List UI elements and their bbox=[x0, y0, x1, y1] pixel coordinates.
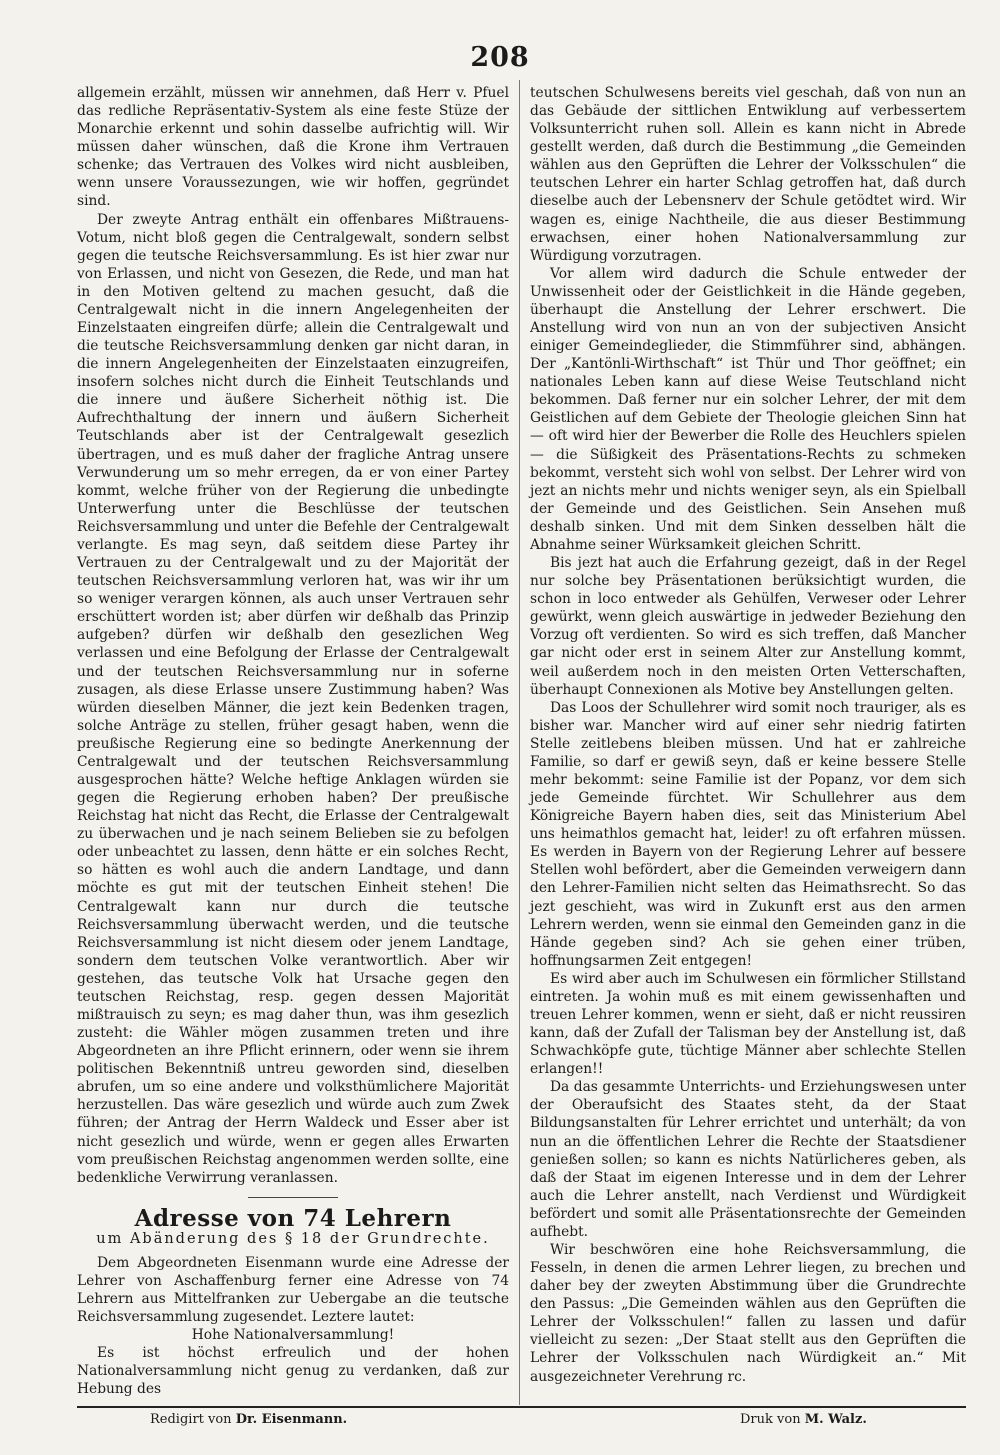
right-paragraph-7: Wir beschwören eine hohe Reichsversammlung, die Fesseln, in denen die armen Lehrer liegen, zu brechen und daher bey der zweyten Abstimmung über die Grundrechte den Passus: „Die Gemeinden wählen aus den Geprüften die Lehrer der Volksschulen!“ fallen zu lassen und dafür vielleicht zu sezen: „Der Staat stellt aus den Geprüften die Lehrer der Volksschulen nach Würdigkeit an.“ Mit ausgezeichneter Verehrung rc. bbox=[530, 1242, 966, 1385]
right-paragraph-1: teutschen Schulwesens bereits viel geschah, daß von nun an das Gebäude der sittlichen Entwiklung auf verbessertem Volksunterricht ruhen soll. Allein es kann nicht in Abrede gestellt werden, daß durch die Bestimmung „die Gemeinden wählen aus den Geprüften die Lehrer der Volksschulen“ die teutschen Lehrer ein harter Schlag getroffen hat, daß durch dieselbe auch der Lebensnerv der Schule getödtet wird. Wir wagen es, einige Nachtheile, die aus dieser Bestimmung erwachsen, einer hohen Nationalversammlung zur Würdigung vorzutragen. bbox=[530, 85, 966, 264]
right-paragraph-5: Es wird aber auch im Schulwesen ein förmlicher Stillstand eintreten. Ja wohin muß es mit einem gewissenhaften und treuen Lehrer kommen, wenn er sieht, daß er nicht reussiren kann, daß der Zufall der Talisman bey der Anstellung ist, daß Schwachköpfe gute, tüchtige Männer aber schlechte Stellen erlangen!! bbox=[530, 970, 966, 1078]
left-column bbox=[77, 84, 509, 1399]
column-divider bbox=[519, 80, 520, 1405]
printer-name: M. Walz. bbox=[804, 1412, 867, 1427]
right-column bbox=[530, 84, 966, 1386]
printer-credit bbox=[740, 1412, 867, 1427]
left-paragraph-2: Der zweyte Antrag enthält ein offenbares Mißtrauens-Votum, nicht bloß gegen die Centralgewalt, sondern selbst gegen die teutsche Reichsversammlung. Es ist hier zwar nur von Erlassen, und nicht von Gesezen, die Rede, und man hat in den Motiven geltend zu machen gesucht, daß die Centralgewalt nicht in die innern Angelegenheiten der Einzelstaaten eingreifen dürfe; allein die Centralgewalt und die teutsche Reichsversammlung denken gar nicht daran, in die innern Angelegenheiten der Einzelstaaten einzugreifen, insofern solches nicht durch die Einheit Teutschlands und die innere und äußere Sicherheit nöthig ist. Die Aufrechthaltung der innern und äußern Sicherheit Teutschlands aber ist der Centralgewalt gesezlich übertragen, und es muß daher der fragliche Antrag unsere Verwunderung um so mehr erregen, da er von einer Partey kommt, welche früher von der Regierung die unbedingte Unterwerfung unter die Beschlüsse der teutschen Reichsversammlung und unter die Befehle der Centralgewalt verlangte. Es mag seyn, daß seitdem diese Partey ihr Vertrauen zu der Centralgewalt und zu der Majorität der teutschen Reichsversammlung verloren hat, was wir ihr um so weniger verargen können, als auch unser Vertrauen sehr erschüttert worden ist; aber dürfen wir deßhalb das Prinzip aufgeben? dürfen wir deßhalb den gesezlichen Weg verlassen und eine Befolgung der Erlasse der Centralgewalt und der teutschen Reichsversammlung nur in soferne zusagen, als diese Erlasse unsere Zustimmung haben? Was würden dieselben Männer, die jezt kein Bedenken tragen, solche Anträge zu stellen, früher gesagt haben, wenn die preußische Regierung eine so bedingte Anerkennung der Centralgewalt und der teutschen Reichsversammlung ausgesprochen hätte? Welche heftige Anklagen würden sie gegen die Regierung erhoben haben? Der preußische Reichstag hat nicht das Recht, die Erlasse der Centralgewalt zu überwachen und je nach seinem Belieben sie zu befolgen oder unbeachtet zu lassen, denn hätte er ein solches Recht, so hätten es wohl auch die andern Landtage, und dann möchte es gut mit der teutschen Einheit stehen! Die Centralgewalt kann nur durch die teutsche Reichsversammlung überwacht werden, und die teutsche Reichsversammlung ist nicht diesem oder jenem Landtage, sondern dem teutschen Volke verantwortlich. Aber wir gestehen, das teutsche Volk hat Ursache gegen den teutschen Reichstag, resp. gegen dessen Majorität mißtrauisch zu seyn; es mag daher thun, was ihm gesezlich zusteht: die Wähler mögen zusammen treten und ihre Abgeordneten an ihre Pflicht erinnern, oder wenn sie ihrem politischen Bekenntniß untreu geworden sind, dieselben abrufen, um so eine andere und volksthümlichere Majorität herzustellen. Das wäre gesezlich und würde auch zum Zwek führen; der Antrag der Herrn Waldeck und Esser aber ist nicht gesezlich und würde, wenn er gegen alles Erwarten vom preußischen Reichstag angenommen werden sollte, eine bedenkliche Verwirrung veranlassen. bbox=[77, 211, 509, 1186]
right-paragraph-4: Das Loos der Schullehrer wird somit noch trauriger, als es bisher war. Mancher wird auf einer sehr niedrig fatirten Stelle zeitlebens bleiben müssen. Und hat er zahlreiche Familie, so darf er gewiß seyn, daß er keine bessere Stelle mehr bekommt: seine Familie ist der Popanz, vor dem sich jede Gemeinde fürchtet. Wir Schullehrer aus dem Königreiche Bayern haben dies, seit das Ministerium Abel uns heimathlos gemacht hat, leider! zu oft erfahren müssen. Es werden in Bayern von der Regierung Lehrer auf bessere Stellen wohl befördert, aber die Gemeinden verweigern dann den Lehrer-Familien nicht selten das Heimathsrecht. So das jezt geschieht, was wird in Zukunft erst aus den armen Lehrern werden, wenn sie einmal den Gemeinden ganz in die Hände gegeben sind? Ach sie gehen einer trüben, hoffnungsarmen Zeit entgegen! bbox=[530, 699, 966, 969]
salutation: Hohe Nationalversammlung! bbox=[191, 1327, 395, 1344]
section-divider bbox=[248, 1197, 338, 1198]
left-paragraph-3: Dem Abgeordneten Eisenmann wurde eine Adresse der Lehrer von Aschaffenburg ferner eine Adresse von 74 Lehrern aus Mittelfranken zur Uebergabe an die teutsche Reichsversammlung zugesendet. Leztere lautet: bbox=[77, 1254, 509, 1326]
page-number: 208 bbox=[470, 42, 530, 73]
printer-credit-prefix: Druk von bbox=[740, 1412, 801, 1427]
left-paragraph-1: allgemein erzählt, müssen wir annehmen, daß Herr v. Pfuel das redliche Repräsentativ-System als eine feste Stüze der Monarchie erkennt und sohin dasselbe aufrichtig will. Wir müssen daher wünschen, daß die Krone ihm Vertrauen schenke; das Vertrauen des Volkes wird nicht ausbleiben, wenn unsere Voraussezungen, wie wir hoffen, gegründet sind. bbox=[77, 85, 509, 210]
editor-credit bbox=[150, 1412, 347, 1427]
right-paragraph-3: Bis jezt hat auch die Erfahrung gezeigt, daß in der Regel nur solche bey Präsentationen berüksichtigt wurden, die schon in loco entweder als Gehülfen, Verweser oder Lehrer gewürkt, wenn gleich auswärtige in jedweder Beziehung den Vorzug oft verdienten. So wird es sich treffen, daß Mancher gar nicht oder erst in seinem Alter zur Anstellung kommt, weil außerdem noch in den meisten Orten Vetterschaften, überhaupt Connexionen als Motive bey Anstellungen gelten. bbox=[530, 555, 966, 698]
left-paragraph-5: Es ist höchst erfreulich und der hohen Nationalversammlung nicht genug zu verdanken, daß zur Hebung des bbox=[77, 1345, 509, 1398]
editor-name: Dr. Eisenmann. bbox=[235, 1412, 348, 1427]
article-heading: Adresse von 74 Lehrern bbox=[134, 1204, 452, 1232]
right-paragraph-2: Vor allem wird dadurch die Schule entweder der Unwissenheit oder der Geistlichkeit in die Hände gegeben, überhaupt die Anstellung der Lehrer erschwert. Die Anstellung wird von nun an von der subjectiven Ansicht einiger Gemeindeglieder, die Stimmführer sind, abhängen. Der „Kantönli-Wirthschaft“ ist Thür und Thor geöffnet; ein nationales Leben kann auf diese Weise Teutschland nicht bekommen. Daß ferner nur ein solcher Lehrer, der mit dem Geistlichen auf dem Gebiete der Theologie gleichen Sinn hat — oft wird hier der Bewerber die Rolle des Heuchlers spielen — die Süßigkeit des Präsentations-Rechts zu schmeken bekommt, versteht sich wohl von selbst. Der Lehrer wird von jezt an nichts mehr und nichts weniger seyn, als ein Spielball der Gemeinde und des Geistlichen. Sein Ansehen muß deshalb sinken. Und mit dem Sinken desselben hält die Abnahme seiner Würksamkeit gleichen Schritt. bbox=[530, 265, 966, 553]
article-subheading: um Abänderung des § 18 der Grundrechte. bbox=[96, 1230, 490, 1247]
editor-credit-prefix: Redigirt von bbox=[150, 1412, 232, 1427]
footer-rule bbox=[77, 1406, 966, 1408]
right-paragraph-6: Da das gesammte Unterrichts- und Erziehungswesen unter der Oberaufsicht des Staates steht, da der Staat Bildungsanstalten für Lehrer errichtet und unterhält; da von nun an die öffentlichen Lehrer die Rechte der Staatsdiener genießen sollen; so kann es nichts Natürlicheres geben, als daß der Staat im eigenen Interesse und in dem der Lehrer auch die Lehrer anstellt, nach Verdienst und Würdigkeit befördert und somit alle Präsentationsrechte der Gemeinden aufhebt. bbox=[530, 1079, 966, 1240]
